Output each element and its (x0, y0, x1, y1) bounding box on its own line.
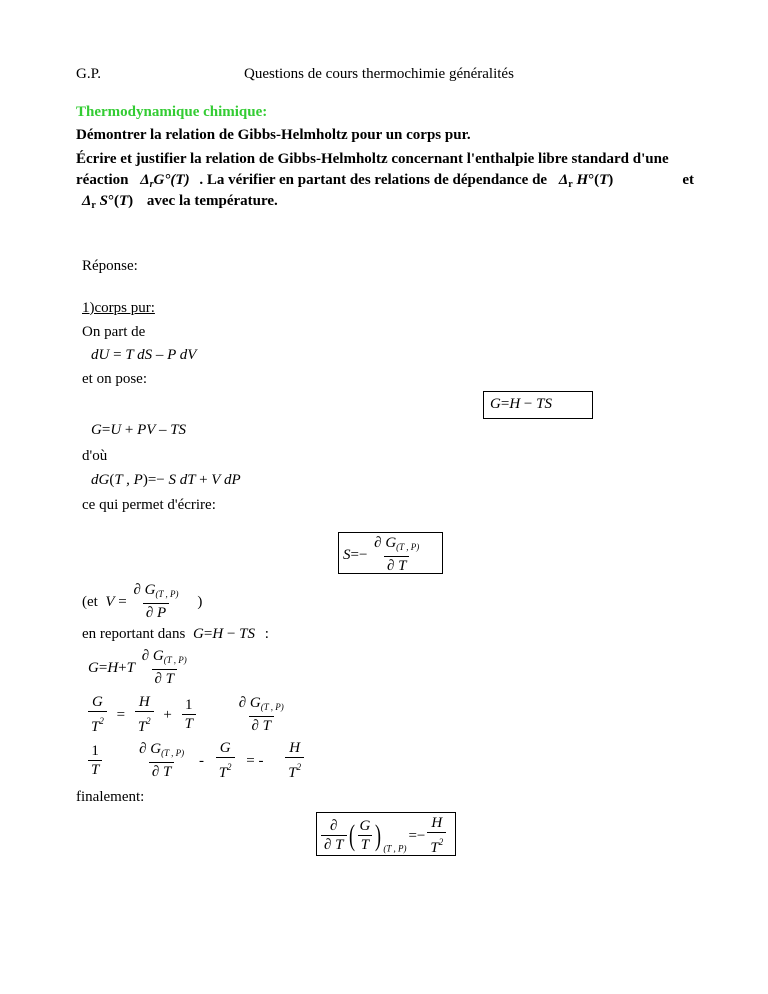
reaction-word: réaction (76, 172, 129, 188)
question-2-end: avec la température. (146, 193, 278, 209)
et-on-pose-text: et on pose: (82, 371, 147, 387)
dou-text: d'où (82, 448, 108, 464)
equation-divided: $\frac{G}{T^2}$ = $\frac{H}{T^2}$ + $\frac{1}{T}$ $\frac{\partial G_{(T , P)}}{\partial T}$ (88, 694, 287, 736)
et-word: et (682, 172, 694, 188)
on-part-de-text: On part de (82, 324, 146, 340)
boxed-equation-s: S=− $\frac{\partial G_{(T , P)}}{\partial T}$ (338, 532, 443, 574)
document-title: Questions de cours thermochimie généralités (244, 66, 514, 82)
equation-v: (et V = $\frac{\partial G_{(T , P)}}{\partial P}$ ) (82, 582, 203, 621)
delta-r-g-symbol: $\Delta_rG^\circ(T)$ (140, 172, 194, 190)
equation-rearranged: $\frac{1}{T}$ $\frac{\partial G_{(T , P)}}{\partial T}$ - $\frac{G}{T^2}$ = - $\frac{H}{T^2}$ (88, 740, 304, 782)
equation-dg: dG(T , P)=− S dT + V dP (91, 472, 241, 488)
section-title: Thermodynamique chimique: (76, 104, 268, 120)
boxed-final-equation: $\frac{\partial}{\partial T}$ ( $\frac{G}{T}$ ) $_{(T , P)}$=− $\frac{H}{T^2}$ (316, 812, 456, 856)
delta-r-h-symbol: $\Delta_r$ H°(T) (558, 172, 614, 190)
delta-r-s-symbol: $\Delta_r$ S°(T) (82, 193, 134, 211)
part-1-title: 1)corps pur: (82, 300, 155, 316)
question-2-middle: . La vérifier en partant des relations de dépendance de (199, 172, 548, 188)
question-2-line-2 (76, 172, 694, 190)
equation-g-full: G=U + PV – TS (91, 422, 187, 438)
en-reportant-text: en reportant dans (82, 626, 186, 642)
answer-label: Réponse: (82, 258, 138, 274)
finalement-text: finalement: (76, 789, 145, 805)
question-2-line-3 (82, 193, 278, 211)
en-reportant-line: en reportant dans G=H − TS : (82, 626, 269, 642)
author-initials: G.P. (76, 66, 102, 82)
question-2-line-1: Écrire et justifier la relation de Gibbs-Helmholtz concernant l'enthalpie libre standard d'une (76, 151, 669, 167)
equation-g-ht: G=H+T $\frac{\partial G_{(T , P)}}{\partial T}$ (88, 648, 187, 687)
ce-qui-permet-text: ce qui permet d'écrire: (82, 497, 216, 513)
equation-du: dU = T dS – P dV (91, 347, 197, 363)
boxed-equation-g: G=H − TS (483, 391, 593, 419)
question-1: Démontrer la relation de Gibbs-Helmholtz pour un corps pur. (76, 127, 471, 143)
